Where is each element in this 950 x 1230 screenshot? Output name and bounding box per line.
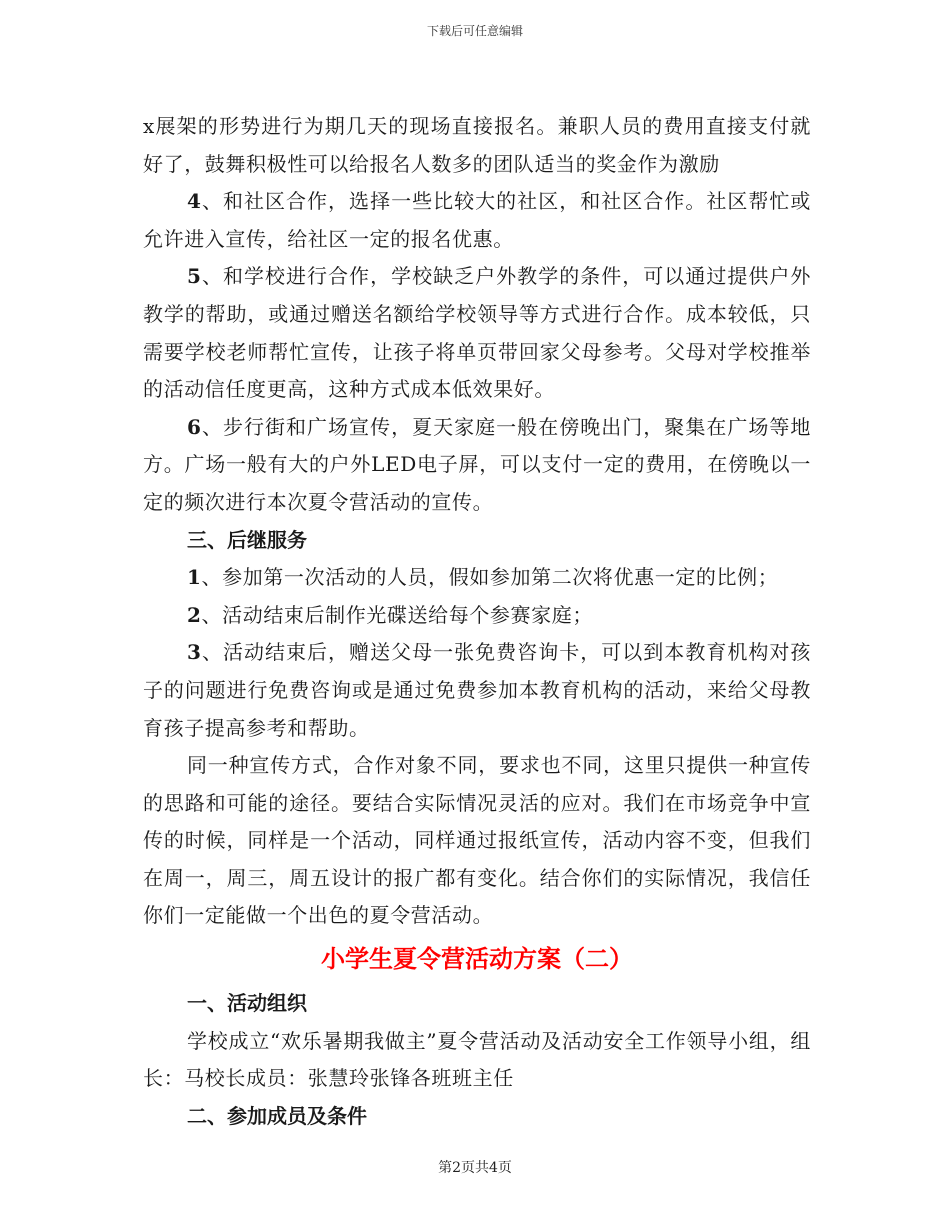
section-heading-organization: 一、活动组织 <box>187 991 307 1016</box>
document-title: 小学生夏令营活动方案（二） <box>321 944 633 974</box>
page-footer: 第2页共4页 <box>438 1160 512 1176</box>
paragraph-summary: 同一种宣传方式，合作对象不同，要求也不同，这里只提供一种宣传的思路和可能的途径。要结合实际情况灵活的应对。我们在市场竞争中宣传的时候，同样是一个活动，同样通过报纸宣传，活动内容不变，但我们在周一，周三，周五设计的报广都有变化。结合你们的实际情况，我信任你们一定能做一个出色的夏令营活动。 <box>143 753 811 928</box>
document-body <box>143 108 811 1135</box>
item-number: 2 <box>187 602 202 627</box>
paragraph-item-4: 4、和社区合作，选择一些比较大的社区，和社区合作。社区帮忙或允许进入宣传，给社区一定的报名优惠。 <box>143 189 811 251</box>
paragraph-1: x展架的形势进行为期几天的现场直接报名。兼职人员的费用直接支付就好了，鼓舞积极性可以给报名人数多的团队适当的奖金作为激励 <box>143 114 811 176</box>
item-number: 5 <box>187 264 202 289</box>
paragraph-item-3: 3、活动结束后，赠送父母一张免费咨询卡，可以到本教育机构对孩子的问题进行免费咨询或是通过免费参加本教育机构的活动，来给父母教育孩子提高参考和帮助。 <box>143 640 811 740</box>
item-number: 4 <box>187 189 202 214</box>
page-header: 下载后可任意编辑 <box>426 24 523 38</box>
item-number: 3 <box>187 640 202 665</box>
paragraph-organization: 学校成立“欢乐暑期我做主”夏令营活动及活动安全工作领导小组，组长：马校长成员：张慧玲张锋各班班主任 <box>143 1028 811 1091</box>
paragraph-item-1: 1、参加第一次活动的人员，假如参加第二次将优惠一定的比例； <box>187 565 779 590</box>
paragraph-item-6: 6、步行街和广场宣传，夏天家庭一般在傍晚出门，聚集在广场等地方。广场一般有大的户外LED电子屏，可以支付一定的费用，在傍晚以一定的频次进行本次夏令营活动的宣传。 <box>143 414 811 514</box>
section-heading-follow-up: 三、后继服务 <box>187 527 307 552</box>
paragraph-item-5: 5、和学校进行合作，学校缺乏户外教学的条件，可以通过提供户外教学的帮助，或通过赠送名额给学校领导等方式进行合作。成本较低，只需要学校老师帮忙宣传，让孩子将单页带回家父母参考。父母对学校推举的活动信任度更高，这种方式成本低效果好。 <box>143 264 811 402</box>
item-number: 6 <box>187 414 202 439</box>
section-heading-members: 二、参加成员及条件 <box>187 1103 367 1128</box>
paragraph-item-2: 2、活动结束后制作光碟送给每个参赛家庭； <box>187 602 593 627</box>
item-number: 1 <box>187 565 202 590</box>
